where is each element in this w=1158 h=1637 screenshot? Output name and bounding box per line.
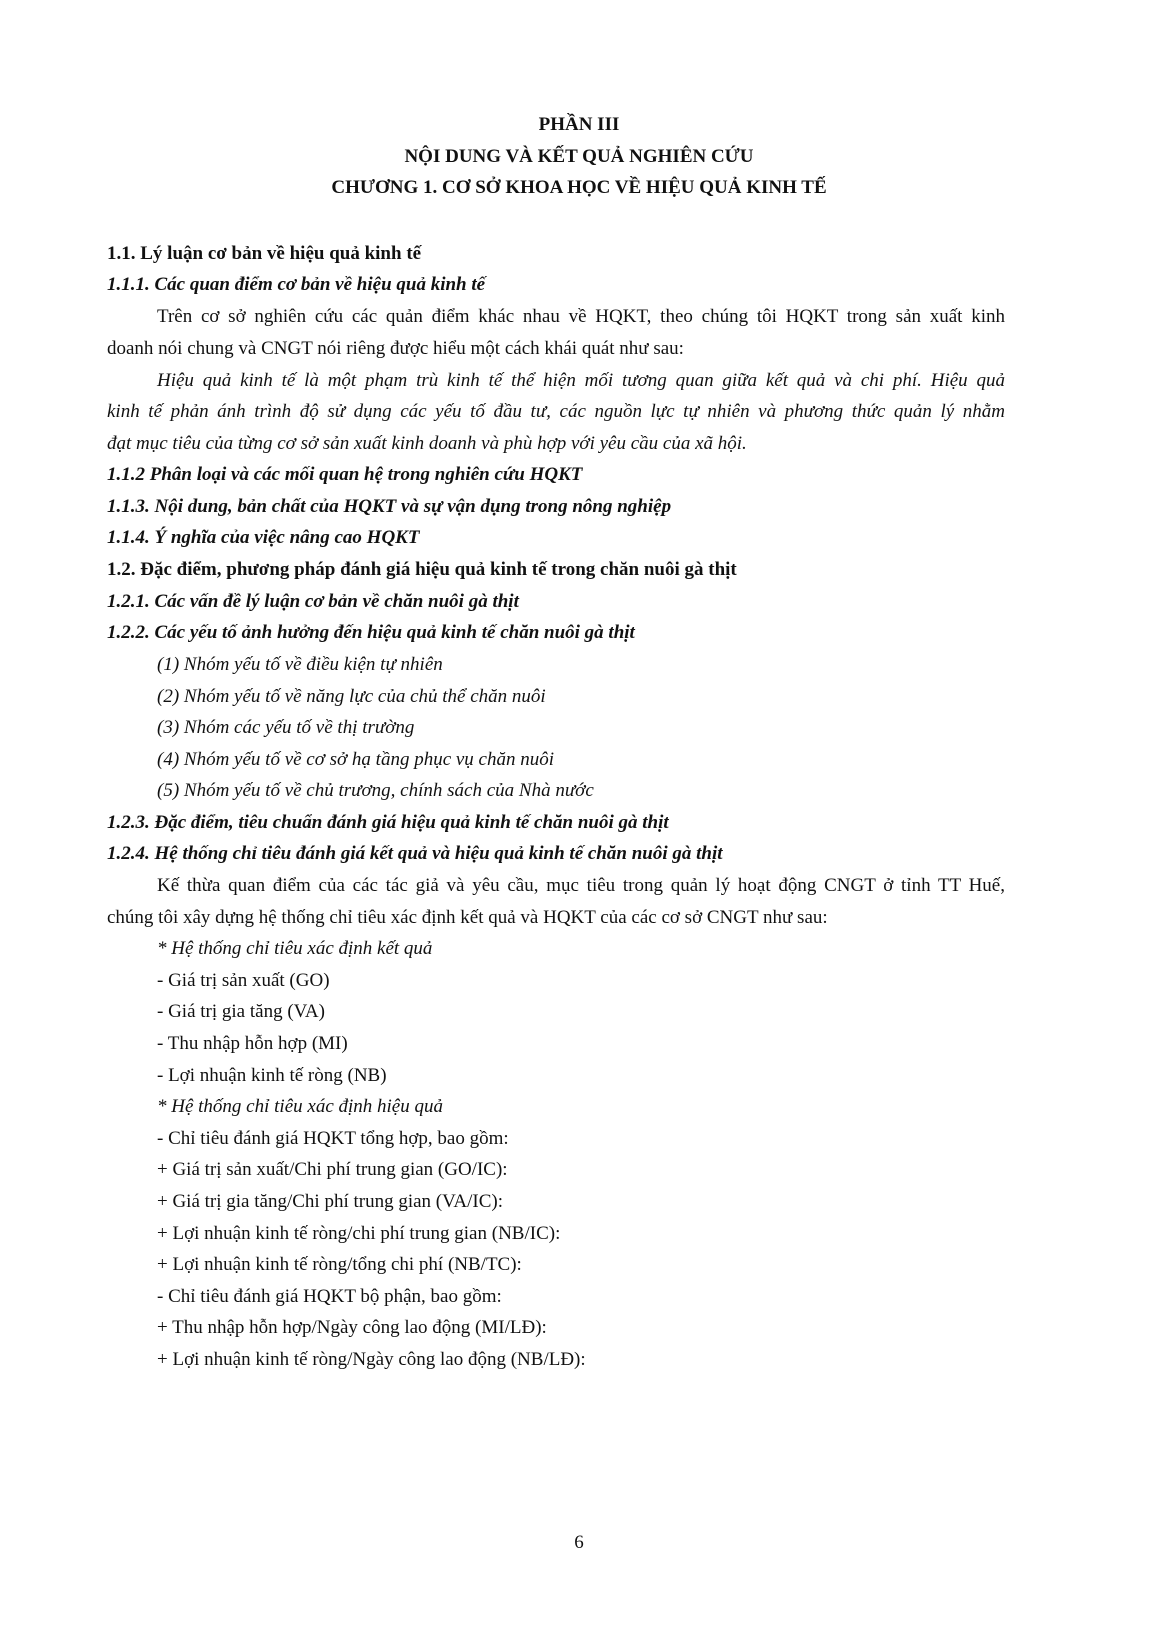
paragraph-1-line-2: doanh nói chung và CNGT nói riêng được hiểu một cách khái quát như sau: [107, 338, 684, 359]
efficiency-item: - Chỉ tiêu đánh giá HQKT bộ phận, bao gồm: [157, 1286, 502, 1307]
chapter-title: CHƯƠNG 1. CƠ SỞ KHOA HỌC VỀ HIỆU QUẢ KINH TẾ [331, 177, 827, 198]
result-item: - Thu nhập hỗn hợp (MI) [157, 1033, 348, 1054]
efficiency-item: + Lợi nhuận kinh tế ròng/Ngày công lao động (NB/LĐ): [157, 1349, 586, 1370]
factor-item: (1) Nhóm yếu tố về điều kiện tự nhiên [157, 654, 443, 675]
result-item: - Giá trị gia tăng (VA) [157, 1001, 325, 1022]
section-1-2: 1.2. Đặc điểm, phương pháp đánh giá hiệu quả kinh tế trong chăn nuôi gà thịt [107, 559, 737, 580]
section-1-1: 1.1. Lý luận cơ bản về hiệu quả kinh tế [107, 243, 422, 264]
paragraph-2-line-1: Kế thừa quan điểm của các tác giả và yêu cầu, mục tiêu trong quản lý hoạt động CNGT ở tỉnh TT Huế, [157, 875, 1005, 896]
section-1-1-1: 1.1.1. Các quan điểm cơ bản về hiệu quả kinh tế [107, 274, 486, 295]
paragraph-1-line-1: Trên cơ sở nghiên cứu các quản điểm khác nhau về HQKT, theo chúng tôi HQKT trong sản xuất kinh [157, 306, 1005, 327]
section-1-2-4: 1.2.4. Hệ thống chỉ tiêu đánh giá kết quả và hiệu quả kinh tế chăn nuôi gà thịt [107, 843, 723, 864]
section-1-1-2: 1.1.2 Phân loại và các mối quan hệ trong nghiên cứu HQKT [107, 464, 583, 485]
efficiency-item: - Chỉ tiêu đánh giá HQKT tổng hợp, bao gồm: [157, 1128, 509, 1149]
paragraph-2-line-2: chúng tôi xây dựng hệ thống chỉ tiêu xác định kết quả và HQKT của các cơ sở CNGT như sau: [107, 907, 828, 928]
section-1-1-3: 1.1.3. Nội dung, bản chất của HQKT và sự vận dụng trong nông nghiệp [107, 496, 672, 517]
efficiency-item: + Giá trị gia tăng/Chi phí trung gian (VA/IC): [157, 1191, 503, 1212]
result-item: - Giá trị sản xuất (GO) [157, 970, 330, 991]
efficiency-item: + Giá trị sản xuất/Chi phí trung gian (GO/IC): [157, 1159, 508, 1180]
efficiency-indicators-heading: * Hệ thống chỉ tiêu xác định hiệu quả [157, 1096, 443, 1117]
factor-item: (5) Nhóm yếu tố về chủ trương, chính sách của Nhà nước [157, 780, 594, 801]
section-1-1-4: 1.1.4. Ý nghĩa của việc nâng cao HQKT [107, 527, 420, 548]
efficiency-item: + Lợi nhuận kinh tế ròng/chi phí trung gian (NB/IC): [157, 1223, 561, 1244]
definition-line-2: kinh tế phản ánh trình độ sử dụng các yếu tố đầu tư, các nguồn lực tự nhiên và phương thức quản lý nhằm [107, 401, 1005, 422]
section-1-2-3: 1.2.3. Đặc điểm, tiêu chuẩn đánh giá hiệu quả kinh tế chăn nuôi gà thịt [107, 812, 669, 833]
efficiency-item: + Lợi nhuận kinh tế ròng/tổng chi phí (NB/TC): [157, 1254, 522, 1275]
section-1-2-1: 1.2.1. Các vấn đề lý luận cơ bản về chăn nuôi gà thịt [107, 591, 519, 612]
definition-line-3: đạt mục tiêu của từng cơ sở sản xuất kinh doanh và phù hợp với yêu cầu của xã hội. [107, 433, 747, 454]
page-number: 6 [574, 1532, 584, 1553]
result-indicators-heading: * Hệ thống chỉ tiêu xác định kết quả [157, 938, 433, 959]
part-title: NỘI DUNG VÀ KẾT QUẢ NGHIÊN CỨU [404, 146, 754, 167]
part-heading: PHẦN III [538, 114, 620, 135]
factor-item: (4) Nhóm yếu tố về cơ sở hạ tầng phục vụ chăn nuôi [157, 749, 555, 770]
factor-item: (2) Nhóm yếu tố về năng lực của chủ thể chăn nuôi [157, 686, 546, 707]
efficiency-item: + Thu nhập hỗn hợp/Ngày công lao động (MI/LĐ): [157, 1317, 547, 1338]
factor-item: (3) Nhóm các yếu tố về thị trường [157, 717, 415, 738]
result-item: - Lợi nhuận kinh tế ròng (NB) [157, 1065, 387, 1086]
definition-line-1: Hiệu quả kinh tế là một phạm trù kinh tế thể hiện mối tương quan giữa kết quả và chi phí. Hiệu quả [157, 370, 1005, 391]
section-1-2-2: 1.2.2. Các yếu tố ảnh hưởng đến hiệu quả kinh tế chăn nuôi gà thịt [107, 622, 635, 643]
